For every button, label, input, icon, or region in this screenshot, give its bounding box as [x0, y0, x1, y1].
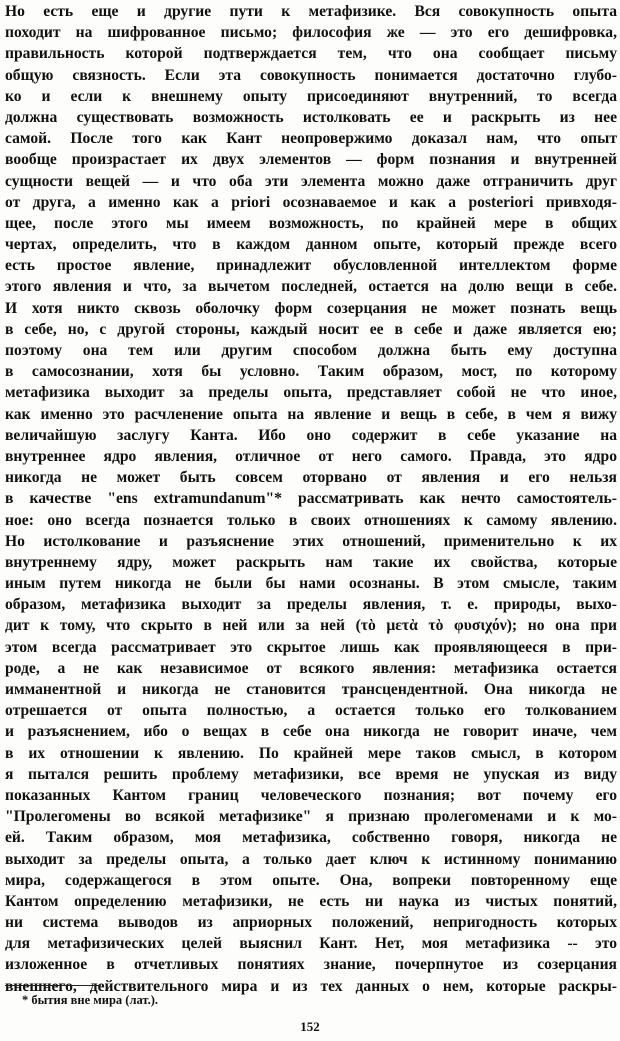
text-line: иным путем никогда не были бы нами осознаны. В этом смысле, таким [5, 575, 617, 593]
text-line: показанных Кантом границ человеческого познания; вот почему его [5, 786, 617, 804]
text-line: чертах, определить, что в каждом данном опыте, который прежде всего [5, 236, 617, 254]
text-line: величайшую заслугу Канта. Ибо оно содержит в себе указание на [5, 426, 617, 444]
text-line: в самосознании, хотя бы условно. Таким образом, мост, по которому [5, 363, 617, 381]
text-line: самой. После того как Кант неопровержимо доказал нам, что опыт [5, 130, 617, 148]
text-line: поэтому она тем или другим способом должна быть ему доступна [5, 342, 617, 359]
text-line: внутреннее ядро явления, отличное от него самого. Правда, это ядро [5, 447, 617, 465]
text-line: Кантом определению метафизики, не есть ни наука из чистых понятий, [5, 892, 617, 910]
text-line: изложенное в отчетливых понятиях знание, почерпнутое из созерцания [5, 956, 617, 974]
footnote-rule [5, 985, 101, 986]
text-line: дит к тому, что скрыто в ней или за ней (τὸ μετὰ τὸ φυσιχόν); но она при [5, 617, 617, 635]
footnote: * бытия вне мира (лат.). [22, 993, 158, 1007]
text-line: я пытался решить проблему метафизики, все время не упуская из виду [5, 765, 617, 783]
text-line: образом, метафизика выходит за пределы явления, т. е. природы, выхо- [5, 596, 617, 614]
text-line: Но истолкование и разъяснение этих отношений, применительно к их [5, 532, 617, 550]
text-line: этого явления и что, за вычетом последней, остается на долю вещи в себе. [5, 278, 617, 296]
text-line: как именно это расчленение опыта на явление и вещь в себе, в чем я вижу [5, 405, 617, 423]
text-line: ни система выводов из априорных положений, непригодность которых [5, 914, 617, 932]
text-line: роде, а не как независимое от всякого явления: метафизика остается [5, 659, 617, 677]
text-line: есть простое явление, принадлежит обусловленной интеллектом форме [5, 257, 617, 275]
text-line: Но есть еще и другие пути к метафизике. Вся совокупность опыта [5, 3, 617, 20]
main-text [5, 1, 617, 997]
text-line: метафизика выходит за пределы опыта, представляет собой не что иное, [5, 384, 617, 402]
text-line: сущности вещей — и что оба эти элемента можно даже отграничить друг [5, 172, 617, 190]
text-line: должна существовать возможность истолковать ее и раскрыть из нее [5, 108, 617, 126]
text-line: ко и если к внешнему опыту присоединяют внутренний, то всегда [5, 87, 617, 105]
text-line: для метафизических целей выяснил Кант. Нет, моя метафизика -- это [5, 935, 617, 953]
text-line: в себе, но, с другой стороны, каждый носит ее в себе и даже является ею; [5, 320, 617, 338]
text-line: вообще произрастает их двух элементов — форм познания и внутренней [5, 151, 617, 169]
text-line: общую связность. Если эта совокупность понимается достаточно глубо- [5, 66, 617, 84]
text-line: "Пролегомены во всякой метафизике" я признаю пролегоменами и к мо- [5, 808, 617, 826]
text-line: этом всегда рассматривает это скрытое лишь как проявляющееся в при- [5, 638, 617, 656]
text-line: выходит за пределы опыта, а только дает ключ к истинному пониманию [5, 850, 617, 868]
text-line: от друга, а именно как а priori осознаваемое и как a posteriori привходя- [5, 193, 617, 211]
text-line: ей. Таким образом, моя метафизика, собственно говоря, никогда не [5, 829, 617, 847]
text-line: внешнего, действительного мира и из тех данных о нем, которые раскры- [5, 977, 617, 995]
text-line: внутреннему ядру, может раскрыть нам такие их свойства, которые [5, 553, 617, 571]
text-line: мира, содержащегося в этом опыте. Она, вопреки повторенному еще [5, 871, 617, 889]
text-line: щее, после этого мы имеем возможность, по крайней мере в общих [5, 214, 617, 232]
text-line: И хотя никто сквозь оболочку форм созерцания не может познать вещь [5, 299, 617, 317]
text-line: походит на шифрованное письмо; философия же — это его дешифровка, [5, 24, 617, 42]
text-line: никогда не может быть совсем оторвано от явления и его нельзя [5, 469, 617, 487]
text-line: и разъяснением, ибо о вещах в себе она никогда не говорит иначе, чем [5, 723, 617, 741]
text-line: отрешается от опыта полностью, а остается только его толкованием [5, 702, 617, 720]
text-line: имманентной и никогда не становится трансцендентной. Она никогда не [5, 681, 617, 698]
text-line: в их отношении к явлению. По крайней мере таков смысл, в котором [5, 744, 617, 762]
text-line: правильность которой подтверждается тем, что она сообщает письму [5, 45, 617, 63]
text-line: в качестве "ens extramundanum"* рассматривать как нечто самостоятель- [5, 490, 617, 508]
text-line: ное: оно всегда познается только в своих отношениях к самому явлению. [5, 511, 617, 529]
page-number: 152 [300, 1019, 320, 1034]
